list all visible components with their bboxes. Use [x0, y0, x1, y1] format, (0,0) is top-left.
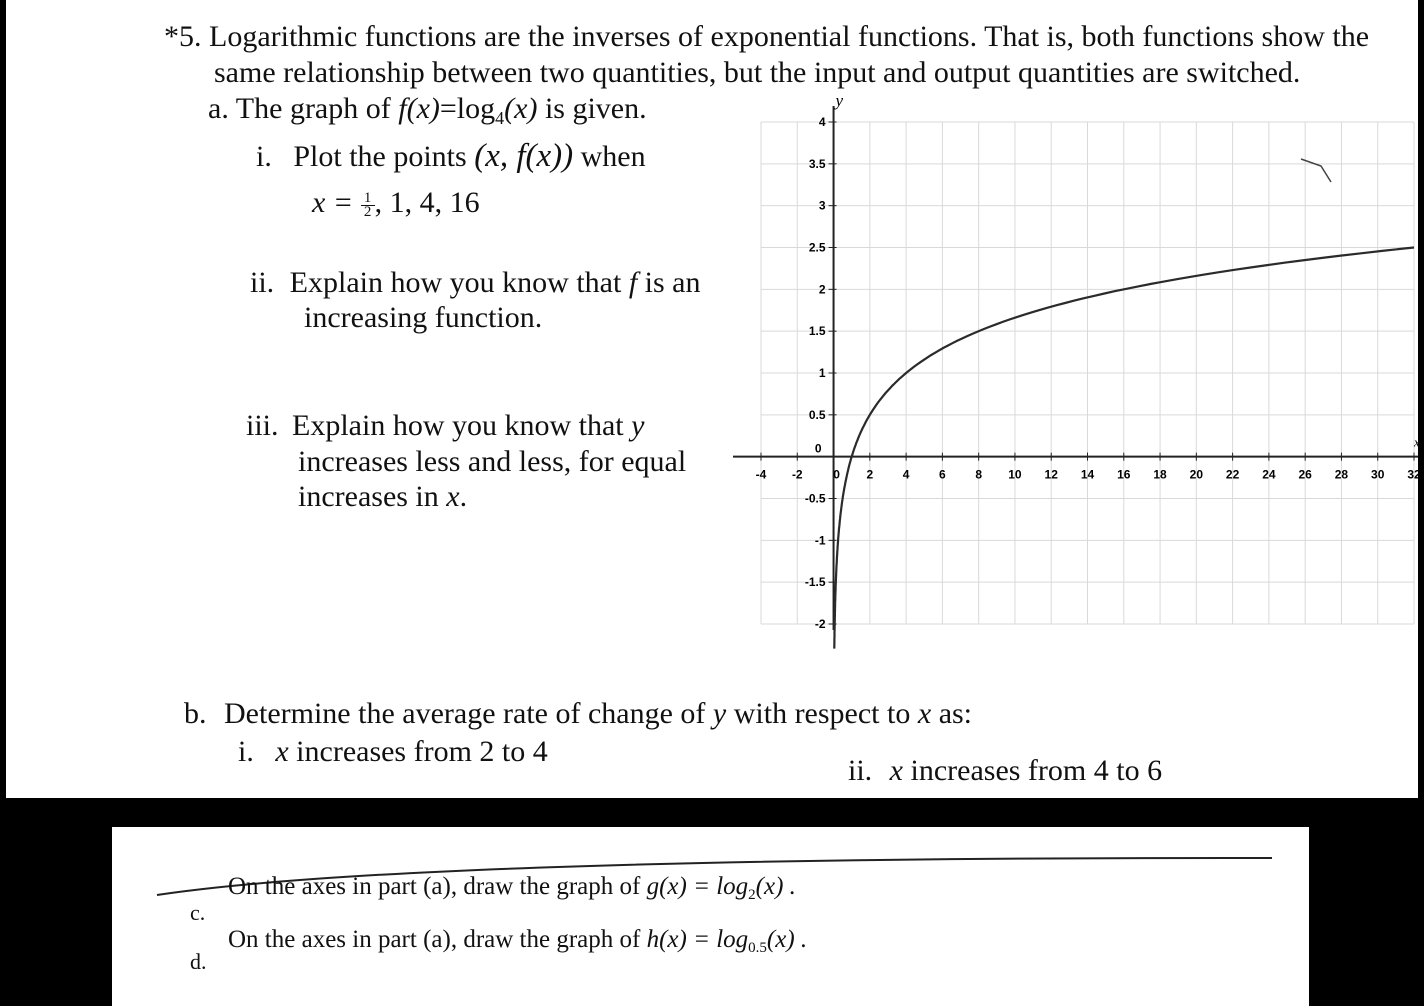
point-expression: (x, f(x)) — [474, 138, 574, 174]
problem-number: *5. — [164, 20, 202, 53]
x-tick-label: 16 — [1117, 467, 1131, 482]
part-a-label: a. — [208, 92, 229, 125]
item-ii-text: Explain how you know that — [289, 266, 622, 299]
item-iii-text-3: increases in — [298, 480, 439, 513]
x-tick-label: -2 — [791, 467, 803, 482]
item-i-label: i. — [256, 140, 272, 173]
x-tick-label: 20 — [1189, 467, 1204, 482]
part-c-arg: (x) . — [755, 873, 796, 900]
x-tick-label: 4 — [902, 467, 910, 482]
item-iii-x: x — [446, 480, 460, 513]
y-tick-label: -1.5 — [804, 575, 826, 590]
part-b-text-mid: with respect to — [733, 697, 911, 730]
part-a-iii-line-1 — [246, 409, 644, 443]
y-tick-label: 0 — [814, 441, 822, 456]
log-base: 4 — [495, 108, 505, 128]
part-c-prompt — [190, 872, 796, 925]
part-a-iii-line-3 — [298, 480, 467, 514]
part-a-text: The graph of — [235, 92, 391, 125]
part-d-base: 0.5 — [748, 940, 767, 956]
part-a-i-line-1 — [256, 139, 646, 174]
item-ii-label: ii. — [250, 266, 275, 299]
part-b-ii-label: ii. — [848, 754, 873, 787]
x-tick-label: 28 — [1334, 467, 1349, 482]
problem-intro-line-1 — [164, 20, 1369, 54]
fraction-den: 2 — [363, 204, 372, 220]
problem-intro-line-2: same relationship between two quantities, but the input and output quantities are switched. — [214, 56, 1301, 89]
y-axis-label: y — [835, 91, 844, 110]
x-tick-label: 14 — [1080, 467, 1095, 482]
part-d-prompt — [190, 925, 808, 974]
func-f: f — [398, 92, 407, 125]
y-tick-label: 1.5 — [808, 324, 826, 339]
y-tick-label: 2.5 — [808, 240, 826, 255]
x-tick-label: 12 — [1044, 467, 1058, 482]
x-tick-label: -4 — [755, 467, 767, 482]
x-tick-label: 24 — [1262, 467, 1276, 482]
equals: = — [439, 92, 457, 125]
part-b-y: y — [712, 697, 727, 730]
x-axis-label: x — [1414, 434, 1420, 450]
part-b-i-text: increases from 2 to 4 — [296, 735, 548, 768]
item-iii-label: iii. — [246, 409, 279, 442]
item-i-text: Plot the points — [293, 140, 467, 173]
part-b-i-x: x — [275, 735, 289, 768]
y-tick-label: 2 — [818, 282, 826, 297]
item-i-when: when — [580, 140, 646, 173]
x-tick-label: 22 — [1225, 467, 1240, 482]
part-c-text: On the axes in part (a), draw the graph of — [228, 873, 641, 900]
part-d-arg: (x) . — [766, 926, 808, 953]
x-tick-label: 26 — [1298, 467, 1312, 482]
item-iii-period: . — [459, 480, 468, 513]
x-tick-label: 18 — [1153, 467, 1167, 482]
part-b-i-label: i. — [238, 735, 254, 768]
x-values: , 1, 4, 16 — [374, 186, 480, 219]
y-tick-label: -0.5 — [804, 491, 826, 506]
y-tick-label: -2 — [814, 617, 826, 631]
part-d-label: d. — [190, 949, 207, 974]
part-b-prompt — [184, 697, 972, 731]
y-tick-label: 1 — [818, 366, 826, 380]
part-c-base: 2 — [748, 887, 756, 903]
x-tick-label: 10 — [1008, 467, 1022, 482]
part-a-iii-line-2: increases less and less, for equal — [298, 445, 687, 478]
part-a-prompt — [208, 92, 647, 135]
func-arg: (x) — [406, 92, 440, 125]
part-b-ii-text: increases from 4 to 6 — [910, 754, 1163, 787]
y-tick-label: -1 — [814, 533, 826, 548]
part-a-ii-line-1 — [250, 266, 700, 300]
part-a-text-post: is given. — [544, 92, 647, 125]
part-d-func: h(x) = log — [646, 926, 749, 953]
part-c-func: g(x) = log — [646, 873, 749, 900]
part-b-x: x — [917, 697, 932, 730]
y-tick-label: 3 — [818, 198, 826, 213]
fraction-one-half — [361, 192, 375, 219]
part-b-text-post: as: — [938, 697, 973, 730]
x-tick-label: 2 — [866, 467, 874, 482]
x-tick-label: 30 — [1371, 467, 1385, 482]
item-ii-post: is an — [644, 266, 701, 299]
part-a-i-line-2 — [312, 186, 480, 220]
x-tick-label: 32 — [1407, 467, 1421, 482]
log-arg: (x) — [504, 92, 538, 125]
part-c-label: c. — [190, 900, 206, 925]
part-b-text: Determine the average rate of change of — [224, 697, 706, 730]
item-ii-f: f — [628, 266, 638, 299]
part-d-text: On the axes in part (a), draw the graph of — [228, 926, 641, 953]
log-graph — [733, 91, 1421, 632]
x-equals: x = — [312, 186, 354, 219]
y-tick-label: 3.5 — [808, 156, 826, 171]
part-b-ii-x: x — [889, 754, 903, 787]
worksheet-page-bottom — [112, 827, 1309, 1006]
part-b-i — [238, 735, 548, 769]
y-tick-label: 4 — [818, 115, 826, 129]
log-word: log — [456, 92, 496, 125]
item-iii-text: Explain how you know that — [292, 409, 624, 442]
y-tick-label: 0.5 — [808, 407, 826, 422]
intro-text-1: Logarithmic functions are the inverses of exponential functions. That is, both functions show the — [209, 20, 1370, 53]
part-b-ii — [848, 754, 1162, 788]
x-tick-label: 0 — [833, 467, 840, 482]
fraction-num: 1 — [361, 192, 375, 206]
part-b-label: b. — [184, 697, 207, 730]
x-tick-label: 6 — [939, 467, 946, 482]
x-tick-label: 8 — [975, 467, 983, 482]
part-a-ii-line-2: increasing function. — [304, 301, 543, 334]
worksheet-page-top — [6, 0, 1421, 798]
item-iii-y: y — [631, 409, 645, 442]
